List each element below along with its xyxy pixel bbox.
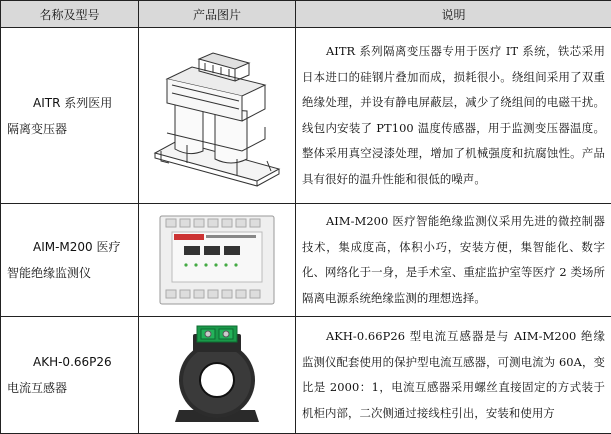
row-name-cell xyxy=(1,317,139,434)
table-header-row xyxy=(1,1,611,28)
insulation-monitor-image xyxy=(156,210,278,310)
row-name-cell xyxy=(1,204,139,317)
header-product-image: 产品图片 xyxy=(139,1,296,28)
row-name-cell xyxy=(1,28,139,204)
product-description: AIM-M200 医疗智能绝缘监测仪采用先进的微控制器技术，集成度高，体积小巧，安装方便，集智能化、数字化、网络化于一身，是手术室、重症监护室等医疗 2 类场所隔离电源系统绝缘监测的理想选择。 xyxy=(302,209,605,311)
product-description: AITR 系列隔离变压器专用于医疗 IT 系统，铁芯采用日本进口的硅钢片叠加而成，损耗很小。绕组间采用了双重绝缘处理，并设有静电屏蔽层，减少了绕组间的电磁干扰。线包内安装了 PT100 温度传感器，用于监测变压器温度。整体采用真空浸漆处理，增加了机械强度和抗腐蚀性。产品具有很好的温升性能和很低的噪声。 xyxy=(302,39,605,192)
row-description-cell xyxy=(296,28,611,204)
row-description-cell xyxy=(296,204,611,317)
product-name-line2: 电流互感器 xyxy=(7,375,132,401)
product-name-line1: AIM-M200 医疗 xyxy=(7,234,132,260)
product-name-line1: AKH-0.66P26 xyxy=(7,349,132,375)
row-image-cell xyxy=(139,204,296,317)
row-image-cell xyxy=(139,317,296,434)
product-name-line1: AITR 系列医用 xyxy=(7,90,132,116)
table-row xyxy=(1,317,611,434)
product-name-line2: 智能绝缘监测仪 xyxy=(7,260,132,286)
header-description: 说明 xyxy=(296,1,611,28)
transformer-image xyxy=(147,41,287,191)
row-description-cell xyxy=(296,317,611,434)
header-name-model: 名称及型号 xyxy=(1,1,139,28)
table-row xyxy=(1,28,611,204)
table-row xyxy=(1,204,611,317)
product-description: AKH-0.66P26 型电流互感器是与 AIM-M200 绝缘监测仪配套使用的保护型电流互感器，可测电流为 60A，变比是 2000：1，电流互感器采用螺丝直接固定的方式装于机柜内部，二次侧通过接线柱引出，安装和使用方 xyxy=(302,324,605,426)
current-transformer-image xyxy=(167,322,267,428)
product-name-line2: 隔离变压器 xyxy=(7,116,132,142)
row-image-cell xyxy=(139,28,296,204)
